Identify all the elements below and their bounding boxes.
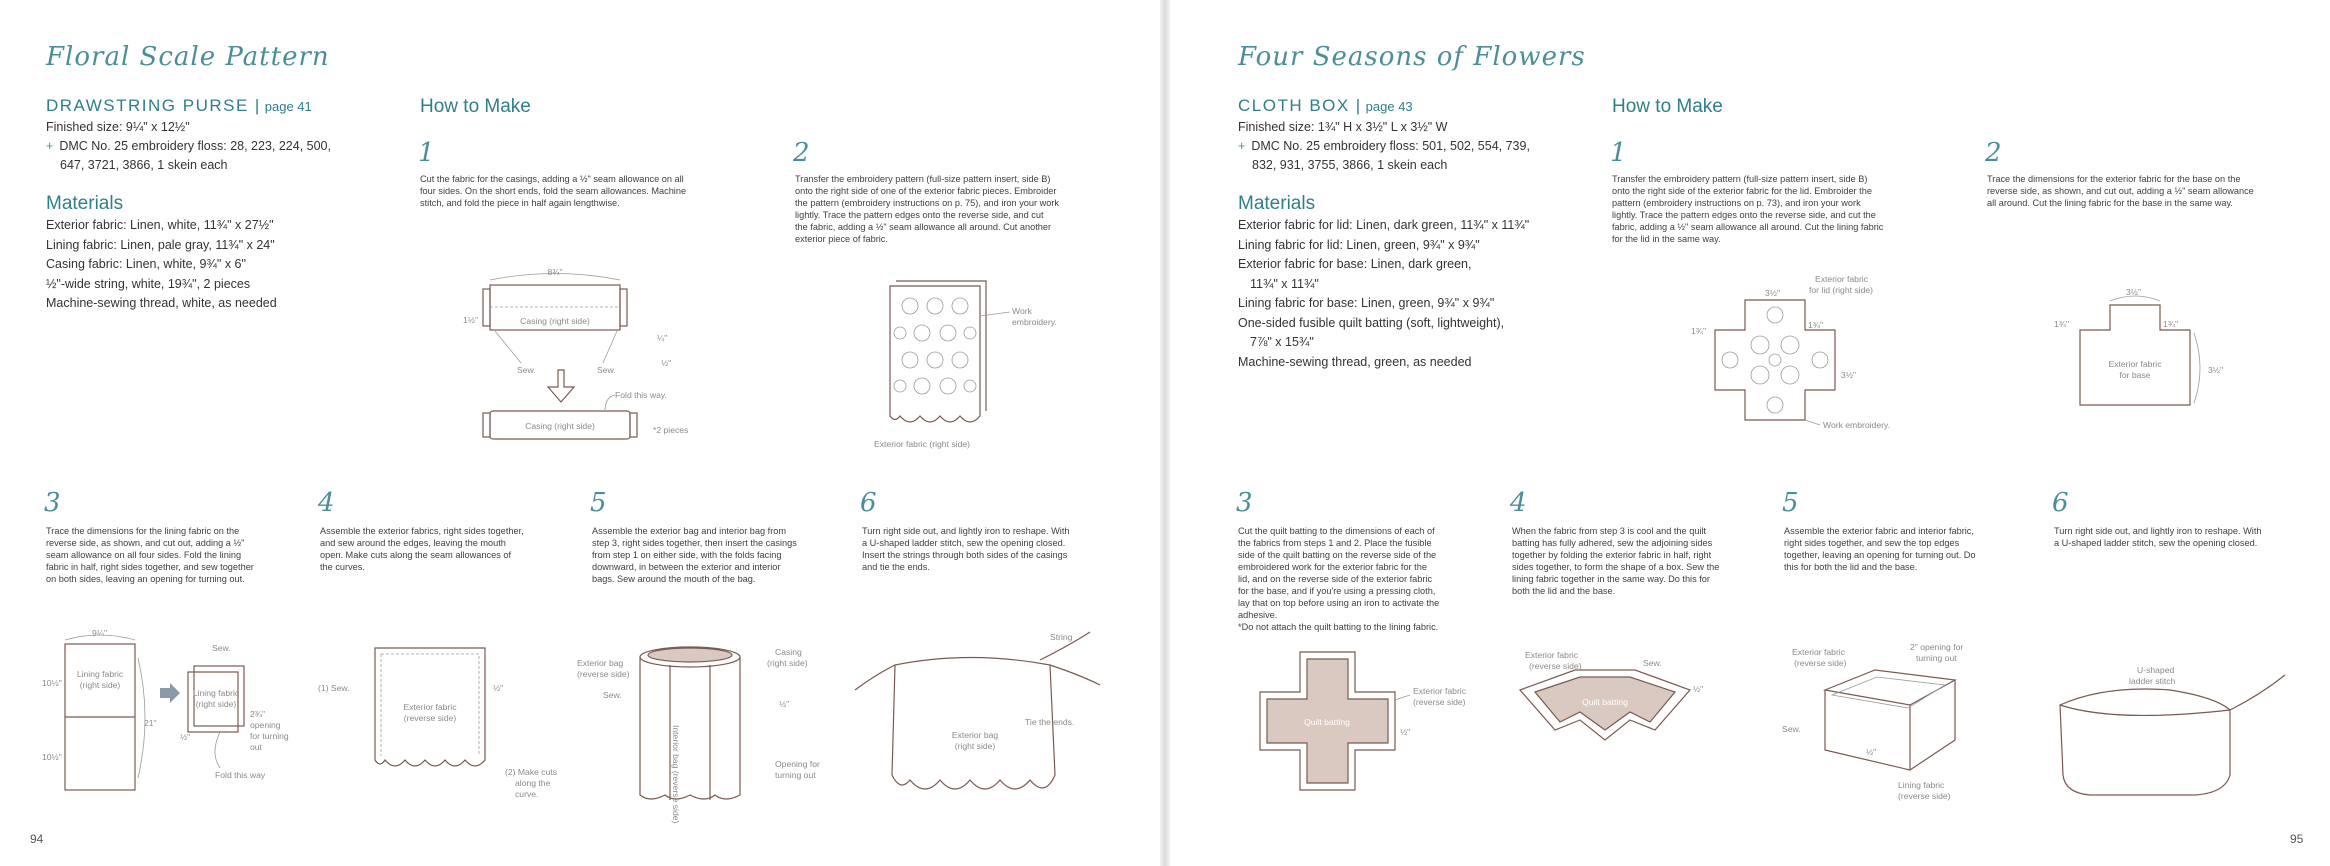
- diagram-label: Opening for: [775, 759, 820, 769]
- step-3-text: Cut the quilt batting to the dimensions of each of the fabrics from steps 1 and 2. Place the fusible side of the quilt batting on the reverse side of the embroidered work for the exterior fabric for the lid, and on the reverse side of the exterior fabric for the base, and if you're using a pressing cloth, lay that on top before using an iron to activate the adhesive. *Do not attach the quilt batting to the lining fabric.: [1238, 526, 1440, 632]
- step-5-number: 5: [1782, 488, 1799, 518]
- page-reference: page 43: [1365, 99, 1413, 114]
- diagram-label: (2) Make cuts: [505, 767, 558, 777]
- diagram-label: 3½": [1765, 288, 1780, 298]
- step-5-number: 5: [590, 488, 607, 518]
- diagram-label: ½": [1866, 747, 1877, 757]
- diagram-label: Sew.: [212, 643, 231, 653]
- embroidery-diagram: [874, 278, 1100, 458]
- floss-line-1: + DMC No. 25 embroidery floss: 28, 223, 224, 500,: [46, 139, 331, 153]
- diagram-label: (right side): [767, 658, 808, 668]
- diagram-label: Lining fabric: [1898, 780, 1945, 790]
- diagram-label: (reverse side): [1794, 658, 1847, 668]
- howto-heading: How to Make: [1612, 96, 1723, 117]
- step-4-number: 4: [318, 488, 335, 518]
- material-item: Lining fabric for lid: Linen, green, 9¾" x 9¾": [1238, 237, 1480, 252]
- materials-heading: Materials: [46, 193, 124, 214]
- floss-line-2: 832, 931, 3755, 3866, 1 skein each: [1252, 158, 1448, 172]
- diagram-label: 10½": [42, 752, 62, 762]
- diagram-label: opening: [250, 720, 281, 730]
- diagram-label: 1¾": [1691, 326, 1706, 336]
- project-info: [1238, 118, 1568, 175]
- diagram-label: Sew.: [603, 690, 622, 700]
- finished-box-diagram: [2045, 655, 2305, 805]
- diagram-label: Exterior fabric (right side): [874, 439, 970, 449]
- diagram-label: String: [1050, 632, 1073, 642]
- step-4-text: Assemble the exterior fabrics, right sides together, and sew around the edges, leaving the mouth open. Make cuts along the seam allowances of the curves.: [320, 526, 524, 572]
- finished-bag-diagram: [840, 630, 1130, 810]
- floss-line-2: 647, 3721, 3866, 1 skein each: [60, 158, 228, 172]
- diagram-label: curve.: [515, 789, 539, 799]
- diagram-label: Work: [1012, 306, 1032, 316]
- diagram-label: Exterior fabric: [1525, 650, 1579, 660]
- lid-cross-diagram: [1685, 270, 1945, 450]
- diagram-label: Work embroidery.: [1823, 420, 1891, 430]
- step-6-text: Turn right side out, and lightly iron to reshape. With a U-shaped ladder stitch, sew the opening closed. Insert the strings through both sides of the casings and tie the ends.: [862, 526, 1070, 572]
- materials-heading: Materials: [1238, 193, 1316, 214]
- casing-diagram: [455, 265, 715, 455]
- diagram-label: 2¾": [250, 709, 265, 719]
- diagram-label: 1½": [463, 315, 478, 325]
- diagram-label: (reverse side): [1413, 697, 1466, 707]
- material-item: Exterior fabric for lid: Linen, dark green, 11¾" x 11¾": [1238, 218, 1530, 232]
- project-info: [46, 118, 376, 175]
- diagram-label: (right side): [954, 741, 996, 751]
- diagram-label: (reverse side): [403, 713, 457, 723]
- spine-gutter: [1160, 0, 1170, 866]
- step-1-text: Cut the fabric for the casings, adding a ½" seam allowance on all four sides. On the short ends, fold the seam allowances. Machine stitch, and fold the piece in half again lengthwise.: [420, 174, 687, 208]
- step-2-text: Transfer the embroidery pattern (full-size pattern insert, side B) onto the right side of one of the exterior fabric pieces. Embroider the pattern (embroidery instructions on p. 75), and iron your work lightly. Trace the pattern edges onto the reverse side, and cut the fabric, adding a ½" seam allowance all around. Cut another exterior piece of fabric.: [795, 174, 1060, 244]
- diagram-label: (reverse side): [1898, 791, 1951, 801]
- project-title: DRAWSTRING PURSE | page 41: [46, 96, 312, 115]
- diagram-label: *2 pieces: [653, 425, 689, 435]
- diagram-label: 1¾": [1808, 320, 1823, 330]
- step-6-number: 6: [860, 488, 877, 518]
- diagram-label: Exterior fabric: [1792, 647, 1846, 657]
- diagram-label: Casing (right side): [525, 421, 595, 431]
- step-3-text: Trace the dimensions for the lining fabric on the reverse side, as shown, and cut out, adding a ½" seam allowance on all four sides. Fold the lining fabric in half, right sides together, and sew together on both sides, leaving an opening for turning out.: [46, 526, 254, 584]
- diagram-label: 21": [144, 718, 157, 728]
- step-1-number: 1: [418, 138, 435, 168]
- page-number: 95: [2290, 832, 2304, 846]
- finished-size: Finished size: 9¼" x 12½": [46, 120, 190, 134]
- diagram-label: 1¾": [2163, 319, 2178, 329]
- diagram-label: (right side): [79, 680, 121, 690]
- diagram-label: Exterior fabric: [403, 702, 457, 712]
- material-item: Exterior fabric: Linen, white, 11¾" x 27½": [46, 218, 274, 232]
- diagram-label: Casing: [775, 647, 802, 657]
- diagram-label: 8¾": [547, 267, 563, 277]
- diagram-label: 10½": [42, 678, 62, 688]
- material-item: One-sided fusible quilt batting (soft, lightweight),: [1238, 315, 1505, 330]
- diagram-label: Exterior fabric: [2108, 359, 2162, 369]
- diagram-label: Quilt batting: [1582, 697, 1628, 707]
- diagram-label: for base: [2119, 370, 2151, 380]
- diagram-label: turning out: [775, 770, 816, 780]
- material-item: ½"-wide string, white, 19¾", 2 pieces: [46, 276, 251, 291]
- diagram-label: ½": [180, 732, 191, 742]
- page-number: 94: [30, 832, 44, 846]
- project-name: DRAWSTRING PURSE: [46, 96, 249, 115]
- diagram-label: Casing (right side): [520, 316, 590, 326]
- diagram-label: Sew.: [597, 365, 616, 375]
- diagram-label: Tie the ends.: [1025, 717, 1075, 727]
- diagram-label: for turning: [250, 731, 289, 741]
- step-5-text: Assemble the exterior bag and interior bag from step 3, right sides together, then insert the casings from step 1 on either side, with the folds facing downward, in between the exterior and interior bags. Sew around the mouth of the bag.: [592, 526, 797, 584]
- diagram-label: Sew.: [517, 365, 536, 375]
- diagram-label: Quilt batting: [1304, 717, 1350, 727]
- series-title: Floral Scale Pattern: [46, 42, 330, 72]
- floss-line-1: + DMC No. 25 embroidery floss: 501, 502, 554, 739,: [1238, 139, 1530, 153]
- diagram-label: Exterior fabric: [1815, 274, 1869, 284]
- diagram-label: 9¼": [92, 628, 107, 638]
- folded-box-diagram: [1515, 650, 1755, 800]
- diagram-label: Lining fabric: [76, 669, 124, 679]
- diagram-label: turning out: [1916, 653, 1957, 663]
- diagram-label: 3½": [2126, 287, 2141, 297]
- diagram-label: ½": [1693, 684, 1704, 694]
- diagram-label: (reverse side): [577, 669, 630, 679]
- embroidery-pattern: [894, 298, 976, 394]
- diagram-label: 1¾": [2054, 319, 2069, 329]
- material-item: Machine-sewing thread, white, as needed: [46, 296, 277, 310]
- diagram-label: (right side): [195, 699, 237, 709]
- step-6-number: 6: [2052, 488, 2069, 518]
- left-page: [0, 0, 1160, 866]
- page-reference: page 41: [264, 99, 312, 114]
- material-item: Casing fabric: Linen, white, 9¾" x 6": [46, 257, 246, 271]
- diagram-label: 3½": [1841, 370, 1856, 380]
- step-5-text: Assemble the exterior fabric and interior fabric, right sides together, and sew the top edges together, leaving an opening for turning out. Do this for both the lid and the base.: [1784, 526, 1976, 572]
- step-2-number: 2: [1985, 138, 2002, 168]
- step-6-text: Turn right side out, and lightly iron to reshape. With a U-shaped ladder stitch, sew the opening closed.: [2054, 526, 2262, 548]
- step-1-text: Transfer the embroidery pattern (full-size pattern insert, side B) onto the right side of the exterior fabric for the lid. Embroider the pattern (embroidery instructions on p. 73), and iron your work lightly. Trace the pattern edges onto the reverse side, and cut the fabric, adding a ½" seam allowance all around. Cut the lining fabric for the lid in the same way.: [1612, 174, 1884, 244]
- howto-heading: How to Make: [420, 96, 531, 117]
- diagram-label: Fold this way: [215, 770, 266, 780]
- material-item: 11¾" x 11¾": [1250, 276, 1319, 291]
- step-2-text: Trace the dimensions for the exterior fabric for the base on the reverse side, as shown, and cut out, adding a ½" seam allowance all around. Cut the lining fabric for the base in the same way.: [1987, 174, 2254, 208]
- step-4-number: 4: [1510, 488, 1527, 518]
- lining-diagram: [40, 628, 340, 808]
- material-item: Lining fabric for base: Linen, green, 9¾" x 9¾": [1238, 296, 1495, 310]
- finished-size: Finished size: 1¾" H x 3½" L x 3½" W: [1238, 120, 1448, 134]
- diagram-label: ½": [779, 699, 790, 709]
- diagram-label: Exterior bag: [577, 658, 624, 668]
- materials-list: [1238, 216, 1558, 372]
- diagram-label: Exterior fabric: [1413, 686, 1467, 696]
- series-title: Four Seasons of Flowers: [1238, 42, 1586, 72]
- diagram-label: U-shaped: [2137, 665, 2175, 675]
- step-2-number: 2: [793, 138, 810, 168]
- box-assembly-diagram: [1780, 640, 2030, 810]
- arrow-icon: [160, 683, 180, 703]
- diagram-label: Exterior bag: [951, 730, 999, 740]
- diagram-label: (reverse side): [1529, 661, 1582, 671]
- diagram-label: Sew.: [1643, 658, 1662, 668]
- assemble-bag-diagram: [575, 635, 845, 824]
- diagram-label: Sew.: [1782, 724, 1801, 734]
- material-item: Machine-sewing thread, green, as needed: [1238, 354, 1472, 369]
- material-item: Exterior fabric for base: Linen, dark green,: [1238, 257, 1472, 271]
- diagram-label: Interior bag (reverse side): [671, 725, 681, 824]
- diagram-label: out: [250, 742, 262, 752]
- material-item: Lining fabric: Linen, pale gray, 11¾" x 24": [46, 237, 275, 252]
- base-cross-diagram: [2050, 285, 2250, 455]
- diagram-label: along the: [515, 778, 551, 788]
- right-page: [1170, 0, 2330, 866]
- diagram-label: 2" opening for: [1910, 642, 1964, 652]
- diagram-label: (1) Sew.: [318, 683, 350, 693]
- diagram-label: Lining fabric: [192, 688, 240, 698]
- material-item: 7⅞" x 15¾": [1250, 335, 1314, 349]
- step-1-number: 1: [1610, 138, 1627, 168]
- diagram-label: embroidery.: [1012, 317, 1057, 327]
- materials-list: [46, 216, 376, 314]
- step-3-number: 3: [1236, 488, 1253, 518]
- diagram-label: ¼": [657, 333, 668, 343]
- diagram-label: ½": [493, 683, 504, 693]
- diagram-label: ladder stitch: [2129, 676, 2176, 686]
- diagram-label: ½": [1400, 727, 1411, 737]
- diagram-label: 3½": [2208, 365, 2223, 375]
- step-4-text: When the fabric from step 3 is cool and the quilt batting has fully adhered, sew the adjoining sides together by folding the exterior fabric in half, right sides together, to form the shape of a box. Sew the lining fabric together in the same way. Do this for both the lid and the base.: [1512, 526, 1720, 596]
- exterior-sew-diagram: [315, 640, 575, 810]
- quilt-batting-diagram: [1255, 650, 1485, 810]
- project-name: CLOTH BOX: [1238, 96, 1350, 115]
- diagram-label: ½": [661, 358, 672, 368]
- diagram-label: for lid (right side): [1809, 285, 1873, 295]
- project-title: CLOTH BOX | page 43: [1238, 96, 1413, 115]
- diagram-label: Fold this way.: [615, 390, 667, 400]
- step-3-number: 3: [44, 488, 61, 518]
